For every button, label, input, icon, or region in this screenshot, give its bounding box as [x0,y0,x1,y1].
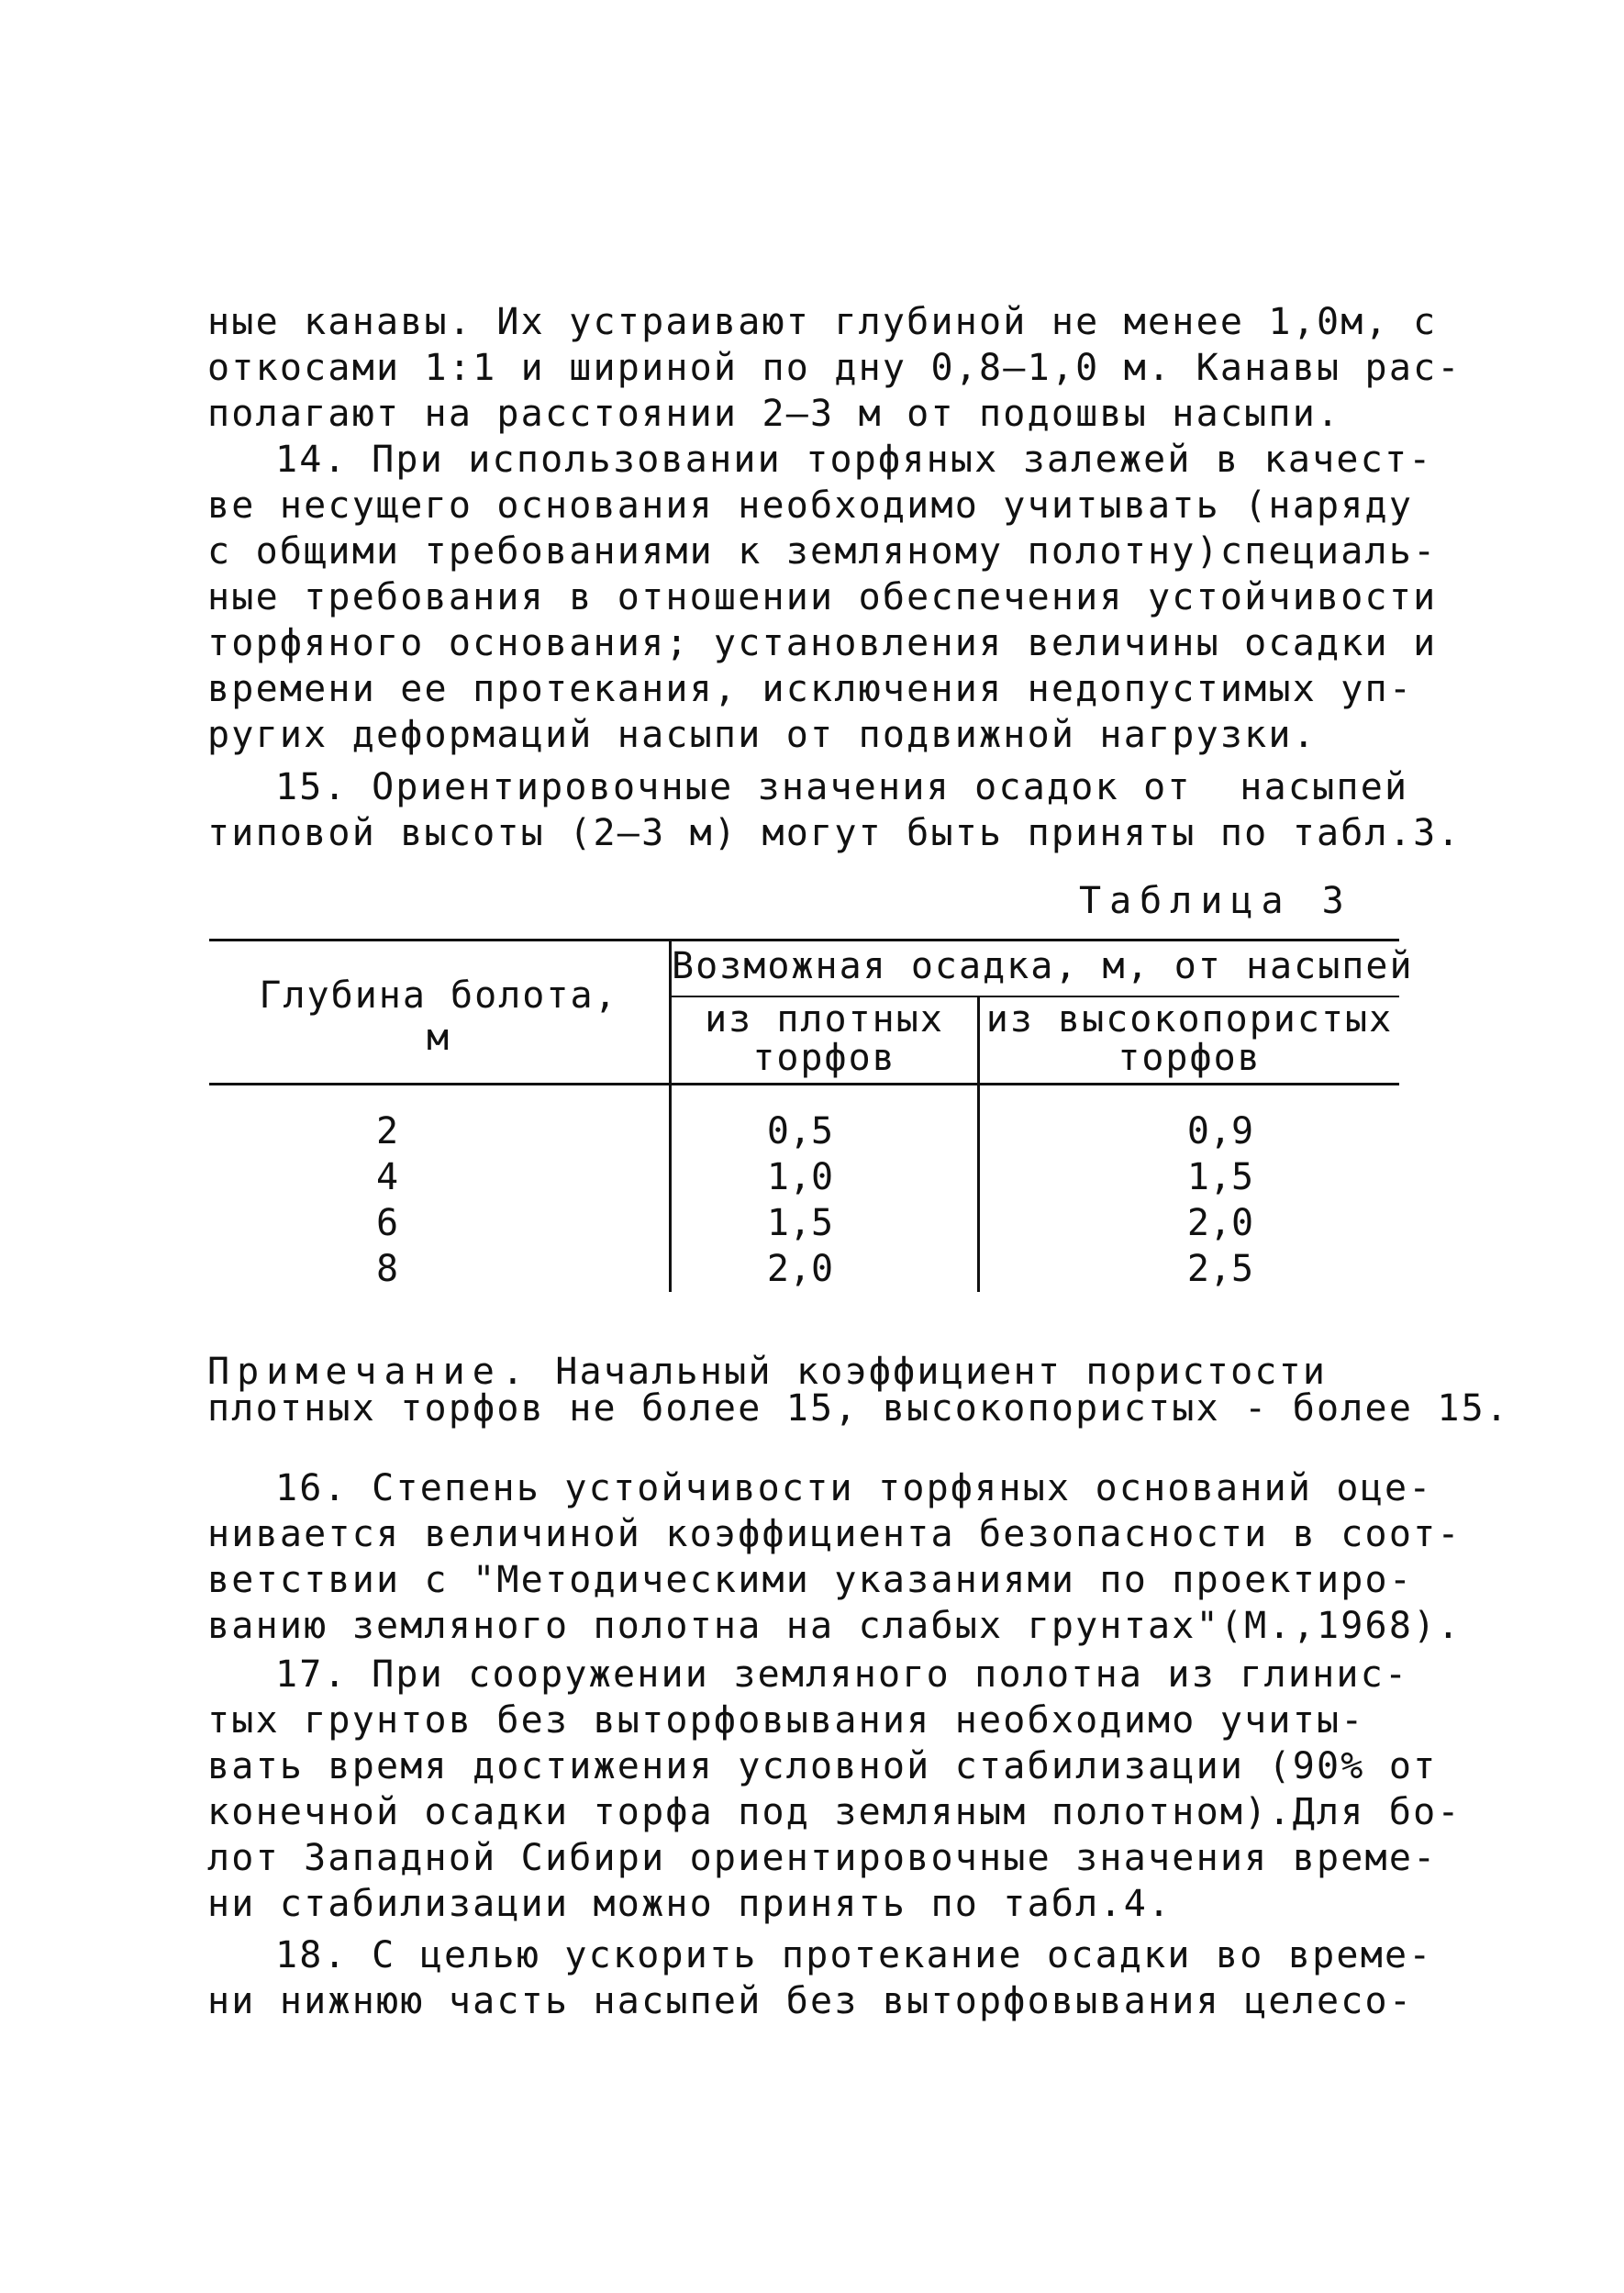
text-line: 18. С целью ускорить протекание осадки во време- [275,1934,1433,1976]
cell-depth: 4 [375,1156,399,1198]
table-caption: Таблица 3 [1079,880,1352,922]
text-line: вать время достижения условной стабилизации (90% от [207,1745,1438,1787]
cell-dense: 1,5 [766,1202,834,1244]
text-line: ве несущего основания необходимо учитывать (наряду [207,484,1414,527]
table-note-line: плотных торфов не более 15, высокопористых - более 15. [207,1387,1510,1430]
text-line: нивается величиной коэффициента безопасности в соот- [207,1513,1462,1555]
text-line: ни стабилизации можно принять по табл.4. [207,1883,1173,1925]
text-line: ни нижнюю часть насыпей без выторфовывания целесо- [207,1980,1414,2022]
text-line: 15. Ориентировочные значения осадок от насыпей [275,766,1409,808]
text-line: торфяного основания; установления величины осадки и [207,622,1438,664]
text-line: ные канавы. Их устраивают глубиной не менее 1,0м, с [207,301,1438,343]
text-line: ветствии с "Методическими указаниями по проектиро- [207,1559,1414,1601]
header-porous: из высокопористых торфов [985,998,1394,1079]
header-group: Возможная осадка, м, от насыпей [672,945,1414,987]
text-line: ругих деформаций насыпи от подвижной нагрузки. [207,714,1317,756]
cell-porous: 2,0 [1186,1202,1254,1244]
text-line: тых грунтов без выторфовывания необходимо учиты- [207,1699,1365,1742]
table-header-rule [209,1083,1399,1085]
note-text: Начальный коэффициент пористости [530,1351,1328,1393]
text-line: типовой высоты (2–3 м) могут быть приняты по табл.3. [207,812,1462,854]
text-line: ванию земляного полотна на слабых грунтах"(М.,1968). [207,1605,1462,1647]
text-line: 17. При сооружении земляного полотна из глинис- [275,1653,1409,1696]
cell-porous: 0,9 [1186,1110,1254,1152]
cell-depth: 8 [375,1248,399,1290]
table-vrule-1 [669,939,672,1292]
table-top-rule [209,939,1399,941]
cell-depth: 2 [375,1110,399,1152]
cell-dense: 0,5 [766,1110,834,1152]
note-label: Примечание. [207,1351,531,1393]
text-line: откосами 1:1 и шириной по дну 0,8–1,0 м. Канавы рас- [207,347,1462,389]
text-line: времени ее протекания, исключения недопустимых уп- [207,668,1414,710]
header-depth: Глубина болота, м [259,974,618,1059]
table-subheader-rule [670,996,1399,997]
text-line: лот Западной Сибири ориентировочные значения време- [207,1837,1438,1879]
header-dense: из плотных торфов [705,998,944,1079]
text-line: ные требования в отношении обеспечения устойчивости [207,576,1438,618]
cell-dense: 1,0 [766,1156,834,1198]
text-line: с общими требованиями к земляному полотну)специаль- [207,530,1438,573]
text-line: 16. Степень устойчивости торфяных оснований оце- [275,1467,1433,1509]
cell-porous: 2,5 [1186,1248,1254,1290]
text-line: полагают на расстоянии 2–3 м от подошвы насыпи. [207,393,1341,435]
cell-depth: 6 [375,1202,399,1244]
cell-porous: 1,5 [1186,1156,1254,1198]
text-line: 14. При использовании торфяных залежей в качест- [275,439,1433,481]
cell-dense: 2,0 [766,1248,834,1290]
text-line: конечной осадки торфа под земляным полотном).Для бо- [207,1791,1462,1833]
